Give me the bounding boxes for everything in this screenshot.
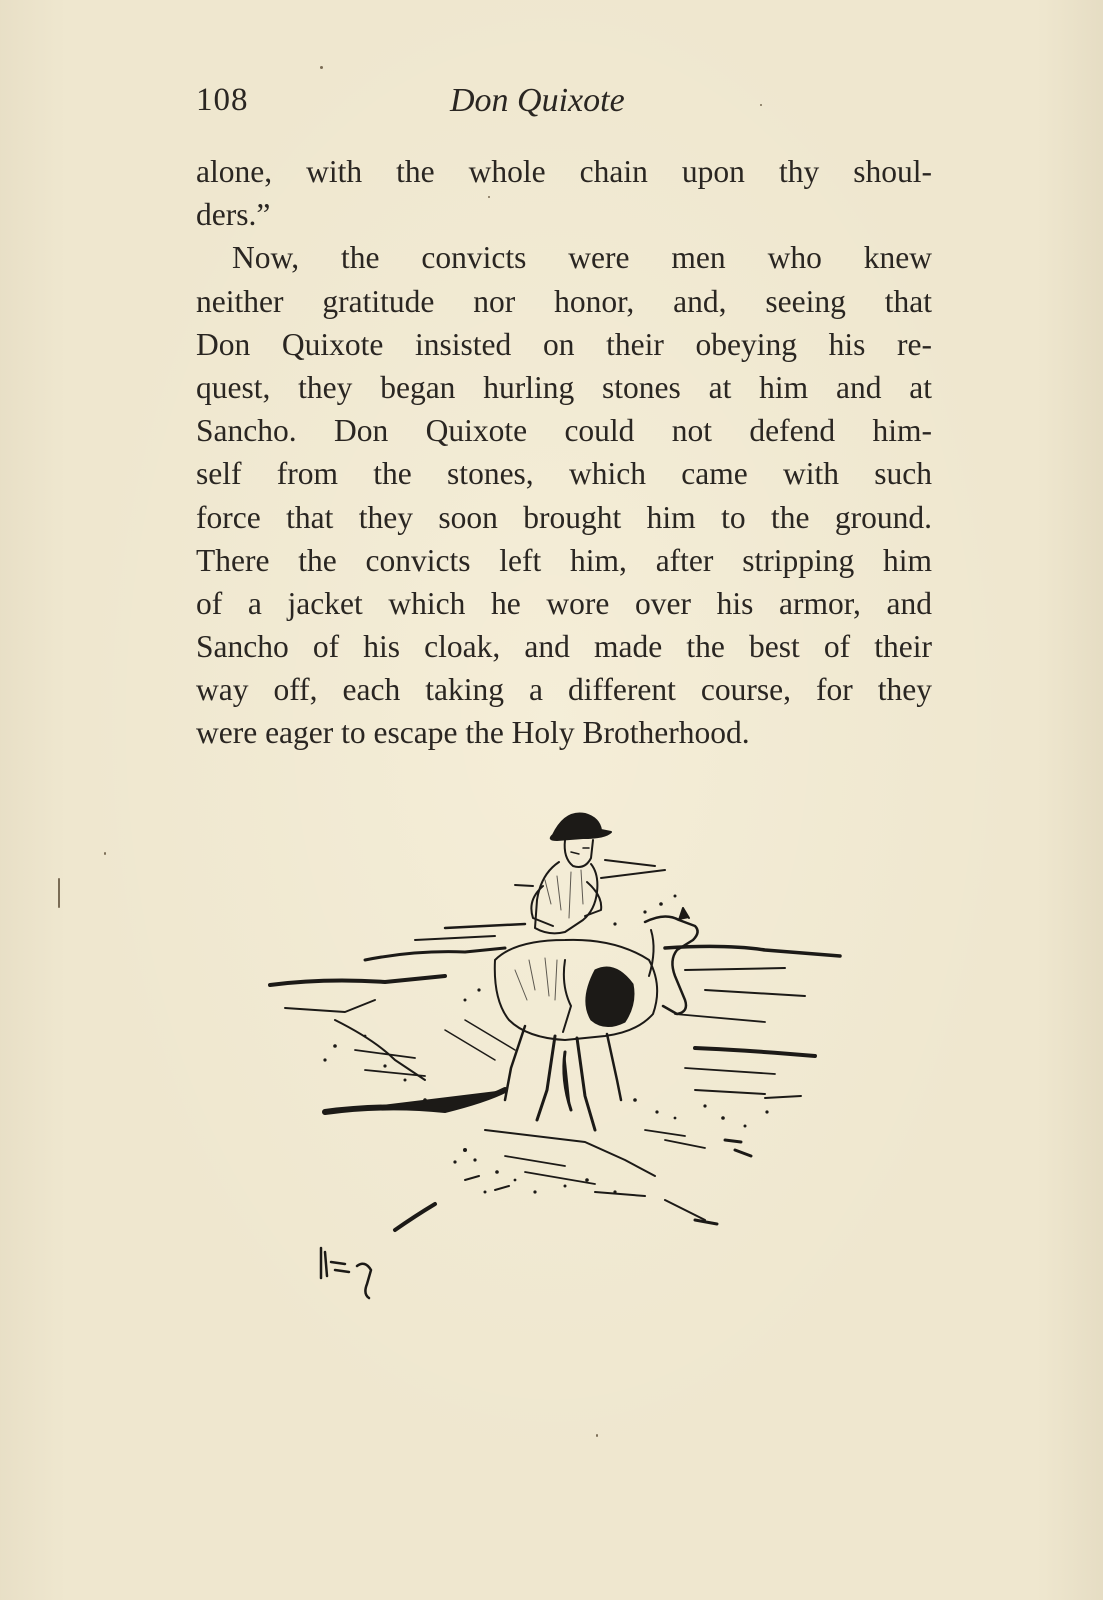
text-line: Sancho. Don Quixote could not defend him- [196,413,932,449]
horseman-engraving-icon [265,800,855,1320]
page-number: 108 [196,82,249,118]
running-title: Don Quixote [450,82,625,119]
text-line: of a jacket which he wore over his armor, and [196,585,932,621]
body-text [196,150,932,755]
paper-speck [596,1434,598,1437]
paper-speck [488,196,490,198]
text-line: quest, they began hurling stones at him and at [196,369,932,405]
text-line: Sancho of his cloak, and made the best of their [196,629,932,665]
paper-speck [760,104,762,106]
page-header [196,82,716,132]
text-line: There the convicts left him, after stripping him [196,542,932,578]
text-line: neither gratitude nor honor, and, seeing that [196,283,932,319]
text-line: force that they soon brought him to the ground. [196,499,932,535]
paper-speck [104,852,106,855]
text-line: Now, the convicts were men who knew [232,240,932,276]
text-line: were eager to escape the Holy Brotherhood. [196,715,750,751]
text-line: alone, with the whole chain upon thy shoul- [196,154,932,189]
horseman-illustration [265,800,855,1320]
paper-speck [320,66,323,69]
text-line: ders.” [196,197,271,233]
text-line: Don Quixote insisted on their obeying his re- [196,326,932,362]
paper-speck [58,878,60,908]
text-line: way off, each taking a different course, for they [196,672,932,708]
text-line: self from the stones, which came with such [196,456,932,492]
